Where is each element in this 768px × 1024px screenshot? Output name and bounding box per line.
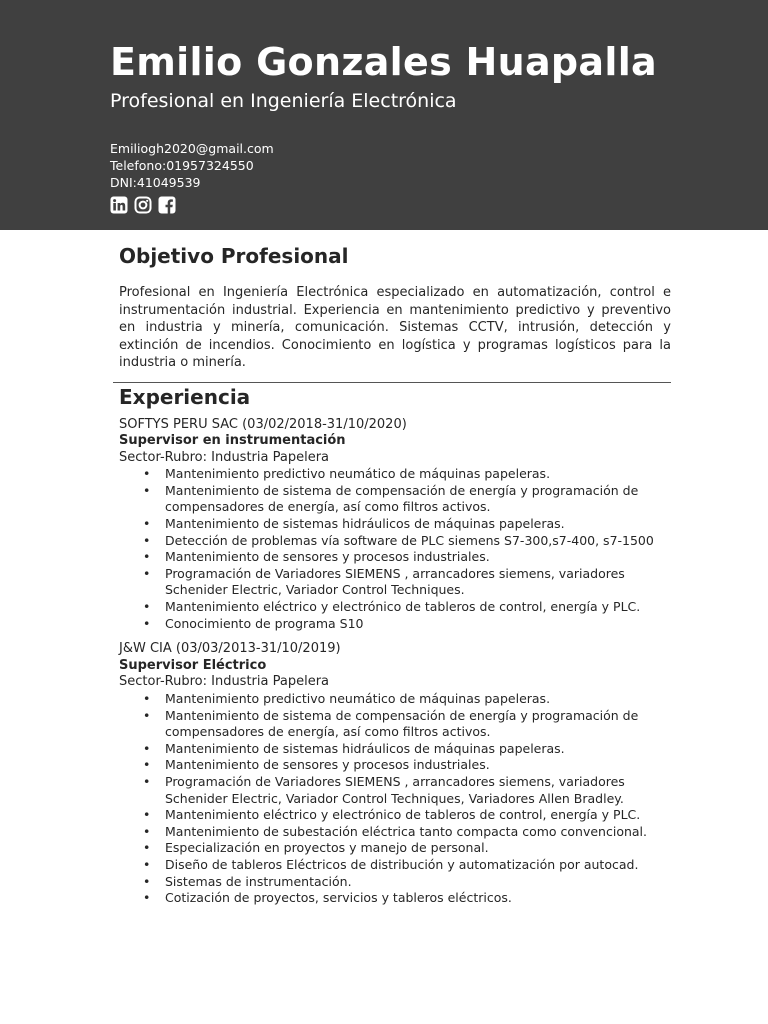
job-company: J&W CIA (03/03/2013-31/10/2019) [119,641,341,657]
job-sector: Sector-Rubro: Industria Papelera [119,449,329,465]
social-links [110,196,176,214]
job-company: SOFTYS PERU SAC (03/02/2018-31/10/2020) [119,416,407,432]
list-item: • Detección de problemas vía software de PLC siemens S7-300,s7-400, s7-1500 [165,533,671,550]
objective-heading: Objetivo Profesional [119,244,349,268]
list-item: • Mantenimiento de sistema de compensación de energía y programación de compensadores de energía, así como filtros activos. [165,708,671,741]
section-divider [113,382,671,383]
contact-info [110,140,274,191]
job-duties-list [119,466,671,632]
experience-heading: Experiencia [119,384,251,409]
list-item: • Mantenimiento de sistemas hidráulicos de máquinas papeleras. [165,741,671,758]
list-item: • Mantenimiento eléctrico y electrónico de tableros de control, energía y PLC. [165,599,671,616]
facebook-icon[interactable] [158,196,176,214]
instagram-icon[interactable] [134,196,152,214]
job-sector: Sector-Rubro: Industria Papelera [119,674,329,690]
list-item: • Cotización de proyectos, servicios y tableros eléctricos. [165,890,671,907]
list-item: • Especialización en proyectos y manejo de personal. [165,840,671,857]
list-item: • Mantenimiento predictivo neumático de máquinas papeleras. [165,691,671,708]
resume-header [0,0,768,230]
list-item: • Mantenimiento de sensores y procesos industriales. [165,549,671,566]
list-item: • Mantenimiento de sistema de compensación de energía y programación de compensadores de energía, así como filtros activos. [165,483,671,516]
job-role: Supervisor en instrumentación [119,433,346,449]
list-item: • Programación de Variadores SIEMENS , arrancadores siemens, variadores Schenider Electric, Variador Control Techniques, Variadores Allen Bradley. [165,774,671,807]
list-item: • Mantenimiento eléctrico y electrónico de tableros de control, energía y PLC. [165,807,671,824]
list-item: • Mantenimiento de sistemas hidráulicos de máquinas papeleras. [165,516,671,533]
dni-text: DNI:41049539 [110,175,201,190]
resume-body [119,244,671,907]
job-entry [119,417,671,633]
list-item: • Sistemas de instrumentación. [165,874,671,891]
job-role: Supervisor Eléctrico [119,657,267,673]
candidate-title: Profesional en Ingeniería Electrónica [110,90,457,112]
list-item: • Programación de Variadores SIEMENS , arrancadores siemens, variadores Schenider Electric, Variador Control Techniques. [165,566,671,599]
list-item: • Mantenimiento de sensores y procesos industriales. [165,757,671,774]
job-duties-list [119,691,671,907]
phone-text: Telefono:01957324550 [110,158,254,173]
linkedin-icon[interactable] [110,196,128,214]
list-item: • Conocimiento de programa S10 [165,616,671,633]
list-item: • Mantenimiento de subestación eléctrica tanto compacta como convencional. [165,824,671,841]
list-item: • Diseño de tableros Eléctricos de distribución y automatización por autocad. [165,857,671,874]
email-text[interactable]: Emiliogh2020@gmail.com [110,141,274,156]
objective-text: Profesional en Ingeniería Electrónica especializado en automatización, control e instrumentación industrial. Experiencia en mantenimiento predictivo y preventivo en industria y minería, comunicación. Sistemas CCTV, intrusión, detección y extinción de incendios. Conocimiento en logística y programas logísticos para la industria o minería. [119,285,671,370]
list-item: • Mantenimiento predictivo neumático de máquinas papeleras. [165,466,671,483]
job-entry [119,641,671,907]
candidate-name: Emilio Gonzales Huapalla [110,40,657,84]
